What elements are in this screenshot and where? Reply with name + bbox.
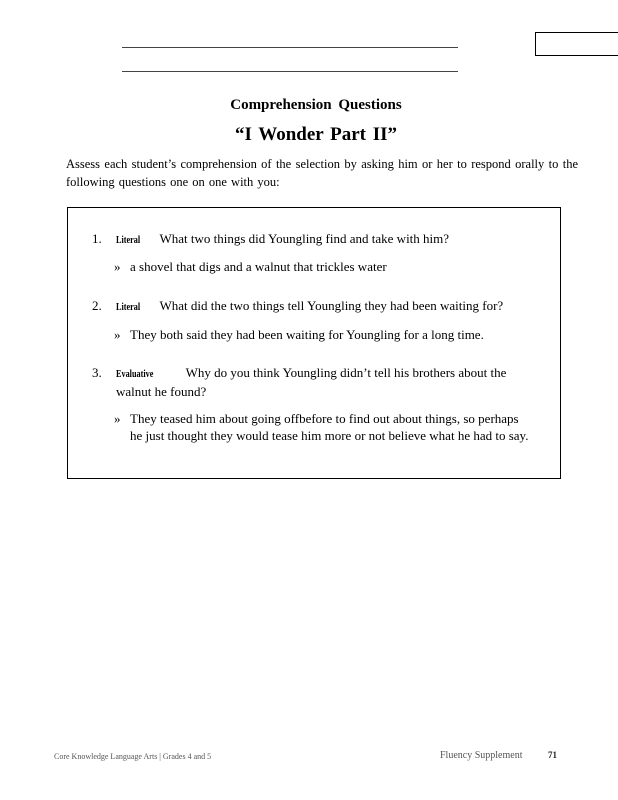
footer-book: Fluency Supplement bbox=[440, 750, 523, 761]
answer-text: They teased him about going offbefore to find out about things, so perhaps he just thought they would tease him more or not believe what he had to say. bbox=[130, 411, 529, 443]
question-number: 1. bbox=[92, 231, 102, 246]
footer-series: Core Knowledge Language Arts | Grades 4 and 5 bbox=[54, 752, 212, 761]
question-1 bbox=[92, 230, 532, 249]
name-line bbox=[122, 47, 458, 48]
answer-bullet: » bbox=[114, 411, 121, 426]
score-box bbox=[535, 32, 618, 56]
answer-1 bbox=[114, 258, 534, 275]
answer-bullet: » bbox=[114, 327, 121, 342]
answer-3 bbox=[114, 410, 534, 444]
question-type: Literal bbox=[116, 302, 141, 313]
question-text: What two things did Youngling find and take with him? bbox=[159, 231, 450, 246]
question-type: Evaluative bbox=[116, 369, 154, 380]
question-text: Why do you think Youngling didn’t tell his brothers about the bbox=[185, 365, 507, 380]
page-subtitle: Comprehension Questions bbox=[230, 97, 402, 113]
page-title: “I Wonder Part II” bbox=[234, 124, 398, 145]
question-type: Literal bbox=[116, 235, 141, 246]
questions-box bbox=[67, 207, 561, 479]
date-line bbox=[122, 71, 458, 72]
question-number: 3. bbox=[92, 365, 102, 380]
question-number: 2. bbox=[92, 298, 102, 313]
answer-bullet: » bbox=[114, 259, 121, 274]
answer-text: a shovel that digs and a walnut that trickles water bbox=[130, 259, 387, 274]
question-3 bbox=[92, 364, 532, 400]
answer-text: They both said they had been waiting for Youngling for a long time. bbox=[130, 327, 484, 342]
answer-2 bbox=[114, 326, 534, 343]
question-2 bbox=[92, 297, 532, 316]
question-text: What did the two things tell Youngling they had been waiting for? bbox=[159, 298, 504, 313]
page-number: 71 bbox=[548, 750, 557, 760]
question-continuation: walnut he found? bbox=[116, 384, 207, 399]
instructions-paragraph: Assess each student’s comprehension of the selection by asking him or her to respond orally to the following questions one on one with you: bbox=[66, 157, 578, 189]
